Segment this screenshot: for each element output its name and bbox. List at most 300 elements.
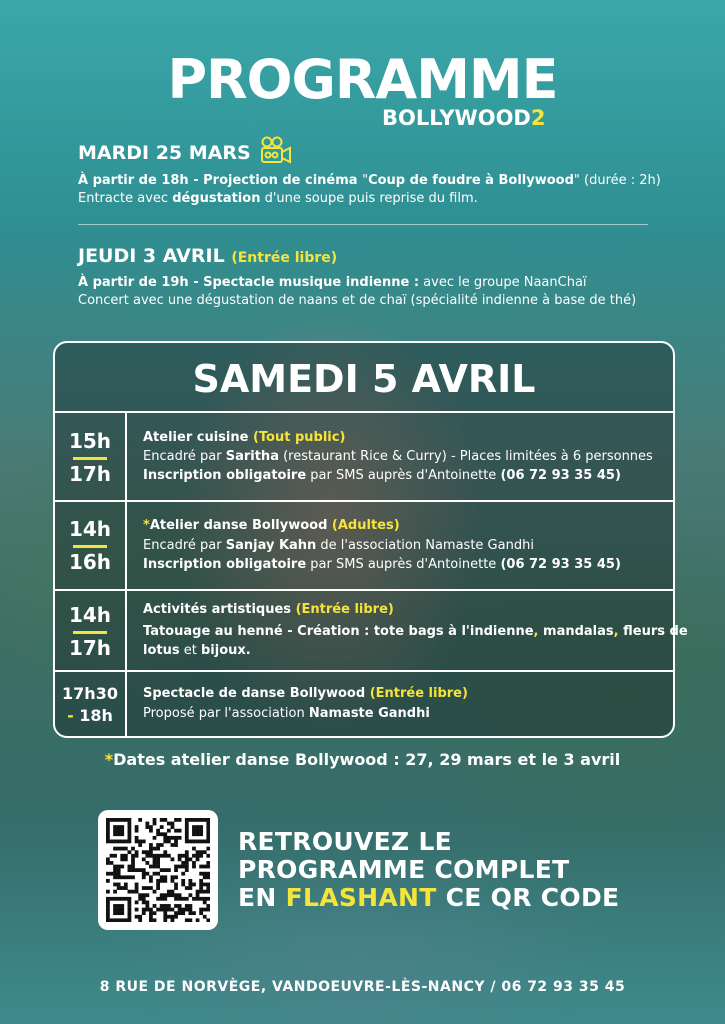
qr-module xyxy=(199,908,203,912)
qr-module xyxy=(167,822,171,826)
qr-module xyxy=(181,854,185,858)
qr-module xyxy=(145,861,149,865)
qr-module xyxy=(106,857,110,861)
time-separator xyxy=(73,457,107,460)
qr-module xyxy=(120,840,124,844)
qr-module xyxy=(149,886,153,890)
qr-module xyxy=(160,843,164,847)
qr-module xyxy=(167,854,171,858)
qr-module xyxy=(120,875,124,879)
qr-module xyxy=(167,868,171,872)
qr-module xyxy=(196,893,200,897)
row-line-2: Encadré par Saritha (restaurant Rice & Curry) - Places limitées à 6 personnes xyxy=(143,449,653,464)
qr-module xyxy=(171,836,175,840)
row-line-2: Tatouage au henné - Création : tote bags à l'indienne, mandalas, fleurs de xyxy=(143,624,688,639)
qr-module xyxy=(185,829,189,833)
qr-module xyxy=(113,897,117,901)
qr-module xyxy=(163,836,167,840)
row-title: Activités artistiques (Entrée libre) xyxy=(143,602,394,617)
qr-module xyxy=(117,847,121,851)
row-end-time: - 18h xyxy=(67,706,113,725)
qr-module xyxy=(203,850,207,854)
qr-module xyxy=(163,840,167,844)
qr-module xyxy=(120,854,124,858)
qr-module xyxy=(153,872,157,876)
qr-module xyxy=(149,879,153,883)
qr-module xyxy=(199,850,203,854)
qr-module xyxy=(199,825,203,829)
qr-module xyxy=(138,918,142,922)
qr-module xyxy=(199,818,203,822)
qr-module xyxy=(106,879,110,883)
qr-module xyxy=(163,875,167,879)
qr-module xyxy=(149,829,153,833)
qr-module xyxy=(203,875,207,879)
qr-module xyxy=(128,822,132,826)
tuesday-title: MARDI 25 MARS xyxy=(78,142,251,164)
qr-module xyxy=(135,840,139,844)
qr-module xyxy=(135,829,139,833)
qr-module xyxy=(174,893,178,897)
qr-module xyxy=(120,886,124,890)
qr-module xyxy=(106,861,110,865)
qr-module xyxy=(113,911,117,915)
qr-module xyxy=(120,847,124,851)
qr-module xyxy=(160,893,164,897)
qr-module xyxy=(124,854,128,858)
qr-module xyxy=(145,908,149,912)
qr-module xyxy=(178,897,182,901)
qr-module xyxy=(199,872,203,876)
row-line-2: Encadré par Sanjay Kahn de l'association Namaste Gandhi xyxy=(143,538,534,553)
qr-module xyxy=(142,875,146,879)
row-line-3: Inscription obligatoire par SMS auprès d'Antoinette (06 72 93 35 45) xyxy=(143,468,621,483)
qr-module xyxy=(106,832,110,836)
qr-module xyxy=(124,897,128,901)
qr-module xyxy=(167,893,171,897)
qr-module xyxy=(145,872,149,876)
qr-module xyxy=(196,854,200,858)
qr-module xyxy=(174,911,178,915)
qr-module xyxy=(142,872,146,876)
qr-module xyxy=(106,822,110,826)
qr-module xyxy=(206,829,210,833)
qr-module xyxy=(206,818,210,822)
qr-module xyxy=(196,832,200,836)
qr-module xyxy=(149,908,153,912)
qr-module xyxy=(192,883,196,887)
qr-module xyxy=(181,883,185,887)
qr-module xyxy=(178,854,182,858)
qr-module xyxy=(174,818,178,822)
row-end-time: 16h xyxy=(68,550,112,574)
qr-module xyxy=(203,883,207,887)
qr-module xyxy=(106,915,110,919)
qr-module xyxy=(113,832,117,836)
qr-module xyxy=(178,818,182,822)
qr-module xyxy=(174,868,178,872)
qr-module xyxy=(117,886,121,890)
qr-module xyxy=(117,883,121,887)
qr-module xyxy=(171,857,175,861)
qr-module xyxy=(192,897,196,901)
qr-module xyxy=(142,911,146,915)
qr-module xyxy=(206,847,210,851)
qr-code[interactable] xyxy=(98,810,218,930)
qr-module xyxy=(153,861,157,865)
qr-module xyxy=(171,915,175,919)
qr-module xyxy=(142,900,146,904)
qr-module xyxy=(196,840,200,844)
qr-module xyxy=(171,890,175,894)
qr-module xyxy=(199,840,203,844)
qr-module xyxy=(188,857,192,861)
qr-module xyxy=(156,872,160,876)
qr-module xyxy=(153,890,157,894)
qr-module xyxy=(185,904,189,908)
qr-module xyxy=(203,818,207,822)
qr-module xyxy=(185,897,189,901)
row-line-3: Inscription obligatoire par SMS auprès d'Antoinette (06 72 93 35 45) xyxy=(143,557,621,572)
qr-module xyxy=(174,886,178,890)
qr-module xyxy=(153,911,157,915)
qr-module xyxy=(206,865,210,869)
qr-module xyxy=(142,897,146,901)
qr-module xyxy=(135,825,139,829)
qr-module xyxy=(174,836,178,840)
qr-module xyxy=(145,850,149,854)
qr-module xyxy=(160,832,164,836)
qr-module xyxy=(128,890,132,894)
qr-module xyxy=(113,883,117,887)
qr-module xyxy=(188,879,192,883)
time-separator xyxy=(73,631,107,634)
qr-module xyxy=(160,875,164,879)
qr-module xyxy=(106,840,110,844)
qr-module xyxy=(124,847,128,851)
qr-module xyxy=(113,847,117,851)
row-start-time: 14h xyxy=(68,517,112,541)
qr-module xyxy=(120,908,124,912)
qr-module xyxy=(181,879,185,883)
qr-module xyxy=(153,836,157,840)
qr-module xyxy=(153,847,157,851)
qr-module xyxy=(113,904,117,908)
qr-module xyxy=(120,918,124,922)
qr-module xyxy=(135,908,139,912)
qr-module xyxy=(188,918,192,922)
qr-module xyxy=(156,897,160,901)
qr-module xyxy=(124,883,128,887)
qr-module xyxy=(142,857,146,861)
qr-module xyxy=(142,893,146,897)
qr-module xyxy=(106,825,110,829)
qr-module xyxy=(117,832,121,836)
qr-module xyxy=(131,868,135,872)
qr-module xyxy=(135,868,139,872)
qr-module xyxy=(178,904,182,908)
qr-module xyxy=(135,836,139,840)
qr-module xyxy=(153,904,157,908)
qr-module xyxy=(160,879,164,883)
qr-module xyxy=(199,911,203,915)
qr-module xyxy=(196,897,200,901)
qr-module xyxy=(128,911,132,915)
qr-module xyxy=(199,832,203,836)
qr-module xyxy=(171,879,175,883)
qr-module xyxy=(185,832,189,836)
qr-module xyxy=(149,918,153,922)
qr-module xyxy=(153,857,157,861)
qr-module xyxy=(206,854,210,858)
qr-module xyxy=(192,847,196,851)
qr-module xyxy=(163,850,167,854)
qr-module xyxy=(171,843,175,847)
qr-module xyxy=(160,868,164,872)
qr-module xyxy=(206,918,210,922)
qr-module xyxy=(156,861,160,865)
qr-module xyxy=(128,829,132,833)
qr-module xyxy=(113,854,117,858)
row-title: Atelier cuisine (Tout public) xyxy=(143,430,346,445)
qr-module xyxy=(206,872,210,876)
qr-module xyxy=(113,872,117,876)
qr-module xyxy=(188,818,192,822)
qr-module xyxy=(124,875,128,879)
qr-module xyxy=(199,865,203,869)
qr-module xyxy=(192,911,196,915)
qr-module xyxy=(117,868,121,872)
qr-module xyxy=(145,886,149,890)
qr-module xyxy=(120,818,124,822)
qr-module xyxy=(149,847,153,851)
qr-module xyxy=(196,850,200,854)
qr-module xyxy=(163,893,167,897)
qr-module xyxy=(203,840,207,844)
qr-module xyxy=(174,840,178,844)
qr-module xyxy=(110,861,114,865)
qr-module xyxy=(149,915,153,919)
qr-module xyxy=(192,861,196,865)
qr-module xyxy=(117,908,121,912)
qr-module xyxy=(185,822,189,826)
qr-module xyxy=(128,818,132,822)
qr-module xyxy=(128,825,132,829)
qr-module xyxy=(178,836,182,840)
qr-module xyxy=(128,918,132,922)
qr-module xyxy=(185,857,189,861)
qr-module xyxy=(106,836,110,840)
qr-module xyxy=(149,825,153,829)
qr-module xyxy=(131,847,135,851)
qr-module xyxy=(149,911,153,915)
qr-module xyxy=(120,857,124,861)
qr-module xyxy=(131,857,135,861)
qr-module xyxy=(199,886,203,890)
qr-module xyxy=(128,897,132,901)
qr-module xyxy=(174,829,178,833)
qr-module xyxy=(120,829,124,833)
thursday-title: JEUDI 3 AVRIL (Entrée libre) xyxy=(78,245,338,267)
qr-module xyxy=(188,904,192,908)
qr-module xyxy=(156,829,160,833)
qr-module xyxy=(206,908,210,912)
qr-module xyxy=(110,897,114,901)
qr-module xyxy=(171,908,175,912)
qr-module xyxy=(160,854,164,858)
qr-module xyxy=(185,868,189,872)
qr-module xyxy=(181,897,185,901)
qr-module xyxy=(199,829,203,833)
qr-module xyxy=(163,908,167,912)
qr-module xyxy=(203,872,207,876)
qr-module xyxy=(163,911,167,915)
qr-module xyxy=(145,854,149,858)
qr-module xyxy=(167,904,171,908)
qr-module xyxy=(106,829,110,833)
qr-module xyxy=(196,890,200,894)
qr-module xyxy=(106,818,110,822)
qr-module xyxy=(181,911,185,915)
qr-module xyxy=(192,840,196,844)
qr-module xyxy=(138,843,142,847)
qr-module xyxy=(149,875,153,879)
qr-module xyxy=(142,850,146,854)
qr-module xyxy=(196,818,200,822)
qr-module xyxy=(181,872,185,876)
qr-module xyxy=(128,865,132,869)
qr-module xyxy=(156,865,160,869)
qr-module xyxy=(131,865,135,869)
qr-module xyxy=(120,897,124,901)
qr-module xyxy=(113,865,117,869)
qr-module xyxy=(113,818,117,822)
qr-module xyxy=(128,915,132,919)
qr-module xyxy=(167,890,171,894)
qr-module xyxy=(163,904,167,908)
film-camera-icon xyxy=(259,136,293,168)
qr-module xyxy=(106,918,110,922)
qr-module xyxy=(174,875,178,879)
qr-module xyxy=(181,861,185,865)
qr-module xyxy=(185,861,189,865)
qr-module xyxy=(206,822,210,826)
qr-module xyxy=(117,825,121,829)
qr-module xyxy=(142,908,146,912)
qr-module xyxy=(128,832,132,836)
qr-module xyxy=(206,883,210,887)
qr-module xyxy=(206,840,210,844)
qr-module xyxy=(149,865,153,869)
qr-module xyxy=(138,840,142,844)
thursday-line-2: Concert avec une dégustation de naans et de chaï (spécialité indienne à base de thé) xyxy=(78,293,637,308)
qr-module xyxy=(117,875,121,879)
qr-module xyxy=(171,918,175,922)
qr-module xyxy=(135,883,139,887)
qr-module xyxy=(163,918,167,922)
row-start-time: 17h30 xyxy=(62,684,118,703)
qr-module xyxy=(117,918,121,922)
saturday-program-box xyxy=(53,341,688,738)
qr-module xyxy=(199,890,203,894)
tuesday-line-1: À partir de 18h - Projection de cinéma "Coup de foudre à Bollywood" (durée : 2h) xyxy=(78,173,661,188)
qr-module xyxy=(110,854,114,858)
qr-module xyxy=(163,868,167,872)
qr-module xyxy=(135,854,139,858)
qr-module xyxy=(185,825,189,829)
qr-module xyxy=(153,818,157,822)
qr-module xyxy=(206,832,210,836)
qr-module xyxy=(192,825,196,829)
qr-module xyxy=(117,829,121,833)
qr-module xyxy=(160,825,164,829)
row-end-time: 17h xyxy=(68,462,112,486)
qr-module xyxy=(192,818,196,822)
qr-module xyxy=(185,865,189,869)
page-title: PROGRAMME xyxy=(167,48,558,111)
qr-module xyxy=(113,825,117,829)
qr-module xyxy=(106,890,110,894)
qr-module xyxy=(113,875,117,879)
qr-module xyxy=(163,897,167,901)
qr-module xyxy=(117,904,121,908)
qr-module xyxy=(149,843,153,847)
qr-module xyxy=(142,886,146,890)
qr-module xyxy=(206,861,210,865)
qr-module xyxy=(203,900,207,904)
qr-module xyxy=(153,865,157,869)
qr-module xyxy=(206,897,210,901)
qr-module xyxy=(128,875,132,879)
qr-module xyxy=(206,886,210,890)
qr-module xyxy=(192,854,196,858)
qr-module xyxy=(117,818,121,822)
qr-module xyxy=(171,825,175,829)
qr-module xyxy=(156,832,160,836)
qr-module xyxy=(178,893,182,897)
qr-module xyxy=(153,822,157,826)
qr-module xyxy=(110,918,114,922)
address-footer: 8 RUE DE NORVÈGE, VANDOEUVRE-LÈS-NANCY / 06 72 93 35 45 xyxy=(99,979,626,995)
row-end-time: 17h xyxy=(68,636,112,660)
qr-module xyxy=(110,840,114,844)
qr-module xyxy=(185,850,189,854)
page-subtitle: BOLLYWOOD2 xyxy=(382,106,546,130)
qr-module xyxy=(167,840,171,844)
qr-module xyxy=(138,818,142,822)
qr-module xyxy=(131,854,135,858)
qr-module xyxy=(117,840,121,844)
qr-module xyxy=(106,900,110,904)
qr-module xyxy=(199,854,203,858)
qr-module xyxy=(174,865,178,869)
qr-module xyxy=(185,854,189,858)
qr-module xyxy=(124,918,128,922)
qr-module xyxy=(203,897,207,901)
qr-call-to-action: RETROUVEZ LE PROGRAMME COMPLET EN FLASHANT CE QR CODE xyxy=(238,827,620,912)
qr-module xyxy=(156,879,160,883)
qr-module xyxy=(188,883,192,887)
qr-module xyxy=(188,908,192,912)
qr-module xyxy=(120,832,124,836)
qr-module xyxy=(203,908,207,912)
row-divider xyxy=(55,589,673,591)
qr-module xyxy=(120,904,124,908)
column-divider xyxy=(125,411,127,736)
qr-module xyxy=(181,908,185,912)
qr-module xyxy=(156,857,160,861)
qr-module xyxy=(135,900,139,904)
